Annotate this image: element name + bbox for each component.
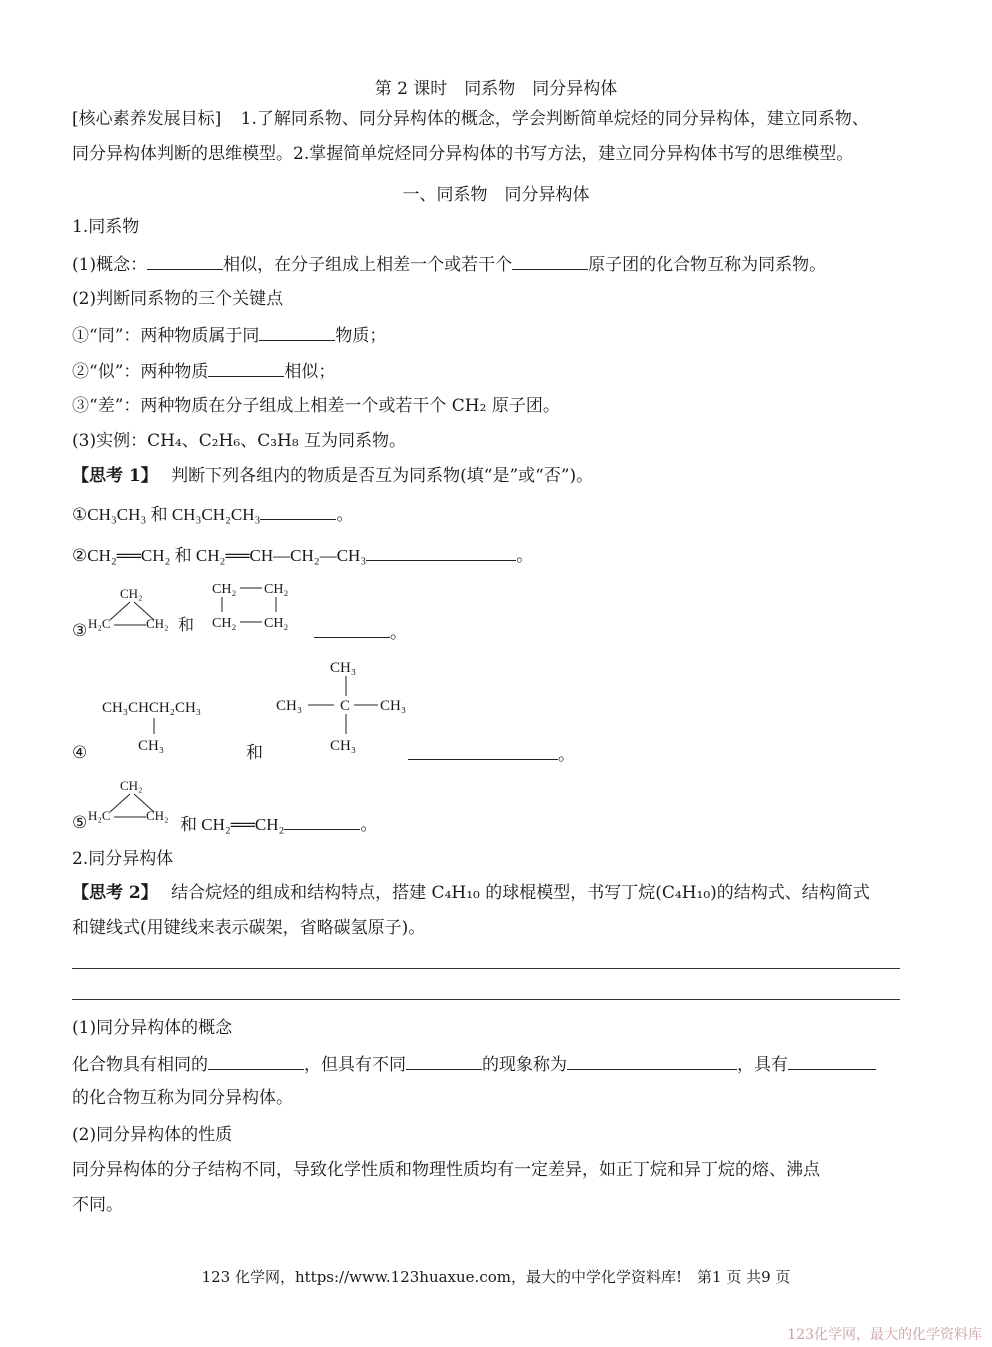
cyclobutane-bl: CH₂: [212, 616, 237, 631]
neopentane-center: C: [340, 698, 351, 714]
keypoint-text: 相似；: [284, 362, 336, 382]
question-4-answer: [408, 742, 575, 766]
neopentane-bottom: CH₃: [330, 738, 357, 754]
question-3-number: ③: [72, 621, 88, 641]
goals-text-2: 同分异构体判断的思维模型。2.掌握简单烷烃同分异构体的书写方法，建立同分异构体书写的思维模型。: [72, 144, 854, 164]
think2-label: 【思考 2】: [72, 883, 158, 903]
period: 。: [558, 745, 575, 765]
question-5-tail: [180, 812, 377, 836]
cyclopropane-top: CH₂: [120, 778, 143, 793]
think2-text-1: 结合烷烃的组成和结构特点，搭建 C₄H₁₀ 的球棍模型，书写丁烷(C₄H₁₀)的结构式、结构简式: [171, 883, 870, 903]
question-text: ①CH₃CH₃ 和 CH₃CH₂CH₃: [72, 505, 261, 524]
fill-blank[interactable]: [788, 1052, 876, 1070]
and-word: 和: [178, 617, 195, 634]
and-word: 和: [246, 743, 263, 763]
question-text: 和 CH₂══CH₂: [180, 815, 285, 834]
concept-part: (1)概念：: [72, 255, 148, 275]
fill-blank[interactable]: [208, 359, 284, 377]
answer-blank[interactable]: [284, 812, 360, 830]
cyclopropane-top: CH₂: [120, 586, 143, 601]
answer-blank[interactable]: [408, 742, 558, 760]
cyclobutane-tl: CH₂: [212, 582, 237, 597]
answer-blank[interactable]: [260, 502, 336, 520]
think2-line-1: [72, 882, 870, 904]
homolog-concept: [72, 252, 826, 276]
fill-blank[interactable]: [567, 1052, 737, 1070]
isomer-concept-end: 的化合物互称为同分异构体。: [72, 1088, 293, 1108]
isomer-property-2: 不同。: [72, 1195, 123, 1215]
keypoint-text: 物质；: [335, 326, 387, 346]
concept-part: 相似，在分子组成上相差一个或若干个: [223, 255, 513, 275]
question-3-answer: [314, 620, 407, 644]
think2-text-2: 和键线式(用键线来表示碳架，省略碳氢原子)。: [72, 918, 426, 938]
homolog-heading: 1.同系物: [72, 217, 140, 237]
think1-line: [72, 465, 593, 487]
cyclopropane-left: H₂C: [88, 616, 111, 631]
goals-label: [核心素养发展目标]: [72, 109, 222, 129]
question-4-number: ④: [72, 743, 88, 763]
period: 。: [336, 505, 354, 525]
keypoint-2: [72, 359, 335, 383]
section-heading: 一、同系物 同分异构体: [402, 185, 590, 205]
keypoints-heading: (2)判断同系物的三个关键点: [72, 289, 284, 309]
goals-text-1: 1.了解同系物、同分异构体的概念，学会判断简单烷烃的同分异构体，建立同系物、: [240, 109, 869, 129]
period: 。: [516, 546, 534, 566]
question-5-number: ⑤: [72, 813, 88, 833]
methylbutane-chain: CH₃CHCH₂CH₃: [102, 700, 202, 716]
homolog-example: (3)实例：CH₄、C₂H₆、C₃H₈ 互为同系物。: [72, 431, 407, 451]
bond: [110, 602, 130, 620]
neopentane-top: CH₃: [330, 660, 357, 676]
isomer-heading: 2.同分异构体: [72, 849, 174, 869]
isomer-concept-line: [72, 1052, 876, 1076]
fill-blank[interactable]: [147, 252, 223, 270]
cyclopropane-left: H₂C: [88, 808, 111, 823]
isomer-property-heading: (2)同分异构体的性质: [72, 1125, 233, 1145]
concept-part: 化合物具有相同的: [72, 1055, 208, 1075]
fill-blank[interactable]: [512, 252, 588, 270]
fill-blank[interactable]: [208, 1052, 304, 1070]
isomer-property-1: 同分异构体的分子结构不同，导致化学性质和物理性质均有一定差异，如正丁烷和异丁烷的熔、沸点: [72, 1160, 820, 1180]
concept-part: 的现象称为: [482, 1055, 567, 1075]
question-2: [72, 543, 533, 567]
neopentane-left: CH₃: [276, 698, 303, 714]
page-title: 第 2 课时 同系物 同分异构体: [374, 79, 618, 99]
concept-part: ，但具有不同: [304, 1055, 406, 1075]
cyclobutane-br: CH₂: [264, 616, 289, 631]
fill-blank[interactable]: [259, 323, 335, 341]
neopentane-right: CH₃: [380, 698, 406, 714]
concept-part: 原子团的化合物互称为同系物。: [588, 255, 827, 275]
answer-line[interactable]: [72, 999, 900, 1000]
keypoint-1: [72, 323, 386, 347]
keypoint-text: ①“同”：两种物质属于同: [72, 326, 260, 346]
period: 。: [360, 815, 378, 835]
answer-blank[interactable]: [366, 543, 516, 561]
think1-label: 【思考 1】: [72, 466, 158, 486]
isomer-concept-heading: (1)同分异构体的概念: [72, 1018, 233, 1038]
question-1: [72, 502, 353, 526]
think1-text: 判断下列各组内的物质是否互为同系物(填“是”或“否”)。: [171, 466, 594, 486]
cyclopropane-right: CH₂: [146, 808, 169, 823]
question-5-cyclopropane: [88, 774, 178, 830]
answer-blank[interactable]: [314, 620, 390, 638]
question-text: ②CH₂══CH₂ 和 CH₂══CH—CH₂—CH₃: [72, 546, 367, 565]
question-4-structures: [96, 654, 406, 754]
page-footer: 123 化学网，https://www.123huaxue.com，最大的中学化学资料库! 第1 页 共9 页: [201, 1268, 791, 1286]
cyclopropane-right: CH₂: [146, 616, 169, 631]
answer-line[interactable]: [72, 968, 900, 969]
keypoint-text: ②“似”：两种物质: [72, 362, 209, 382]
concept-part: ，具有: [737, 1055, 788, 1075]
keypoint-3: ③“差”：两种物质在分子组成上相差一个或若干个 CH₂ 原子团。: [72, 396, 560, 416]
goals-line-1: [72, 108, 869, 130]
period: 。: [390, 623, 407, 643]
cyclobutane-tr: CH₂: [264, 582, 289, 597]
methylbutane-branch: CH₃: [138, 738, 165, 754]
watermark: 123化学网，最大的化学资料库: [787, 1327, 982, 1343]
fill-blank[interactable]: [406, 1052, 482, 1070]
bond: [110, 794, 130, 812]
